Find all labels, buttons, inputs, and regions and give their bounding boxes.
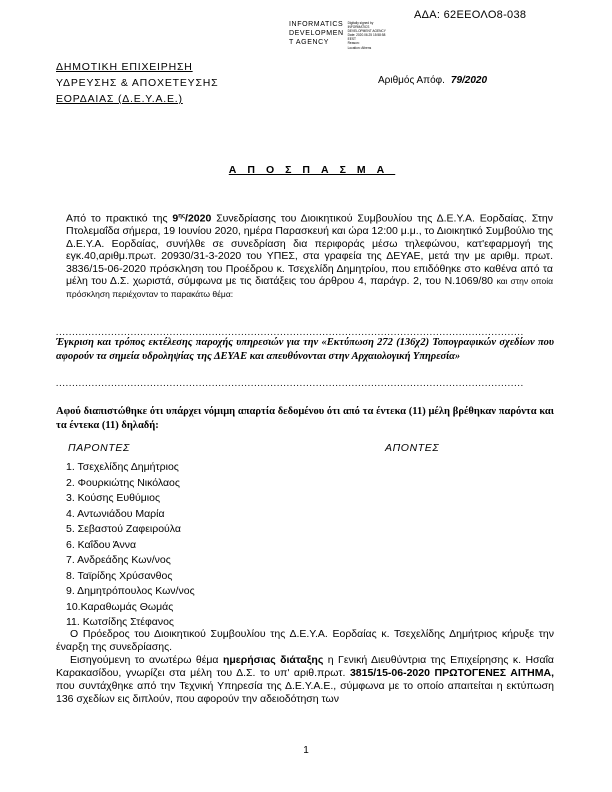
page-number: 1 (303, 745, 309, 756)
org-line-2: ΥΔΡΕΥΣΗΣ & ΑΠΟΧΕΤΕΥΣΗΣ (56, 77, 219, 89)
stamp-detail-text: Digitally signed by INFORMATICS DEVELOPMENT AGENCY Date: 2020.06.25 15:58:58 EEST Reason: Location: Athens (347, 21, 386, 50)
list-item: 8. Ταϊρίδης Χρύσανθος (66, 569, 173, 582)
proposal-paragraph: Εισηγούμενη το ανωτέρω θέμα ημερήσιας διάταξης η Γενική Διευθύντρια της Επιχείρησης κ. Ησαΐα Καρακασίδου, γνωρίζει στα μέλη του Δ.Σ. το υπ' αριθ.πρωτ. 3815/15-06-2020 ΠΡΩΤΟΓΕΝΕΣ ΑΙΤΗΜΑ, που συντάχθηκε από την Τεχνική Υπηρεσία της Δ.Ε.Υ.Α.Ε., σύμφωνα με το οποίο απαιτείται η εκτύπωση 136 σχεδίων εις διπλούν, που αφορούν την αδειοδότηση των (56, 654, 554, 705)
separator-dots: ................................................................................................................................................ (56, 327, 524, 337)
list-item: 10.Καραθωμάς Θωμάς (66, 600, 174, 613)
opening-paragraph: Ο Πρόεδρος του Διοικητικού Συμβουλίου της Δ.Ε.Υ.Α. Εορδαίας κ. Τσεχελίδης Δημήτριος κήρυξε την έναρξη της συνεδρίασης. (56, 628, 554, 653)
document-title: ΑΠΟΣΠΑΣΜΑ (228, 164, 396, 176)
list-item: 11. Κωτσίδης Στέφανος (66, 616, 174, 628)
list-item: 4. Αντωνιάδου Μαρία (66, 507, 165, 520)
subject-paragraph: Έγκριση και τρόπος εκτέλεσης παροχής υπηρεσιών για την «Εκτύπωση 272 (136χ2) Τοπογραφικών σχεδίων που αφορούν τα σημεία υδροληψίας της ΔΕΥΑΕ και απευθύνονται στην Αρχαιολογική Υπηρεσία» (56, 337, 554, 362)
decision-label: Αριθμός Απόφ. (378, 75, 445, 86)
org-line-3: ΕΟΡΔΑΙΑΣ (Δ.Ε.Υ.Α.Ε.) (56, 93, 183, 105)
separator-dots: ................................................................................................................................................ (56, 378, 524, 388)
list-item: 5. Σεβαστού Ζαφειρούλα (66, 523, 181, 535)
intro-paragraph: Από το πρακτικό της $9^{\eta\varsigma}/2020$ Συνεδρίασης του Διοικητικού Συμβουλίου της Δ.Ε.Υ.Α. Εορδαίας. Στην Πτολεμαΐδα σήμερα, 19 Ιουνίου 2020, ημέρα Παρασκευή και ώρα 12:00 μ.μ., το Διοικητικό Συμβούλιο της Δ.Ε.Υ.Α. Εορδαίας, συνήλθε σε συνεδρίαση δια περιφοράς μέσω τηλεφώνου, κατ'εφαρμογή της εγκ.40,αριθμ.πρωτ. 20930/31-3-2020 του ΥΠΕΣ, στα γραφεία της ΔΕΥΑΕ, μετά την με αριθμ. πρωτ. 3836/15-06-2020 πρόσκληση του Προέδρου κ. Τσεχελίδη Δημητρίου, που επιδόθηκε στο καθένα από τα μέλη του Δ.Σ. χωριστά, σύμφωνα με τις διατάξεις του άρθρου 4, παράγρ. 2, του Ν.1069/80 και στην οποία πρόσκληση περιέχονταν το παρακάτω θέμα: (66, 212, 554, 299)
quorum-paragraph: Αφού διαπιστώθηκε ότι υπάρχει νόμιμη απαρτία δεδομένου ότι από τα έντεκα (11) μέλη βρέθηκαν παρόντα και τα έντεκα (11) δηλαδή: (56, 406, 554, 431)
present-header: ΠΑΡΟΝΤΕΣ (68, 442, 130, 454)
decision-number (378, 75, 487, 86)
absent-header: ΑΠΟΝΤΕΣ (385, 442, 440, 454)
list-item: 6. Καΐδου Άννα (66, 538, 137, 551)
list-item: 1. Τσεχελίδης Δημήτριος (66, 461, 179, 473)
stamp-main-text: INFORMATICS DEVELOPMEN T AGENCY (289, 21, 344, 46)
list-item: 2. Φουρκιώτης Νικόλαος (66, 476, 180, 489)
organization-header (56, 59, 218, 107)
digital-signature-stamp (289, 20, 406, 50)
decision-value: 79/2020 (450, 75, 488, 86)
members-list (66, 460, 195, 631)
list-item: 3. Κούσης Ευθύμιος (66, 492, 161, 504)
list-item: 9. Δημητρόπουλος Κων/νος (66, 585, 195, 597)
list-item: 7. Ανδρεάδης Κων/νος (66, 554, 171, 566)
ada-code: ΑΔΑ: 62ΕΕΟΛΟ8-038 (414, 9, 527, 21)
org-line-1: ΔΗΜΟΤΙΚΗ ΕΠΙΧΕΙΡΗΣΗ (56, 61, 193, 73)
proceedings-text (56, 628, 554, 706)
